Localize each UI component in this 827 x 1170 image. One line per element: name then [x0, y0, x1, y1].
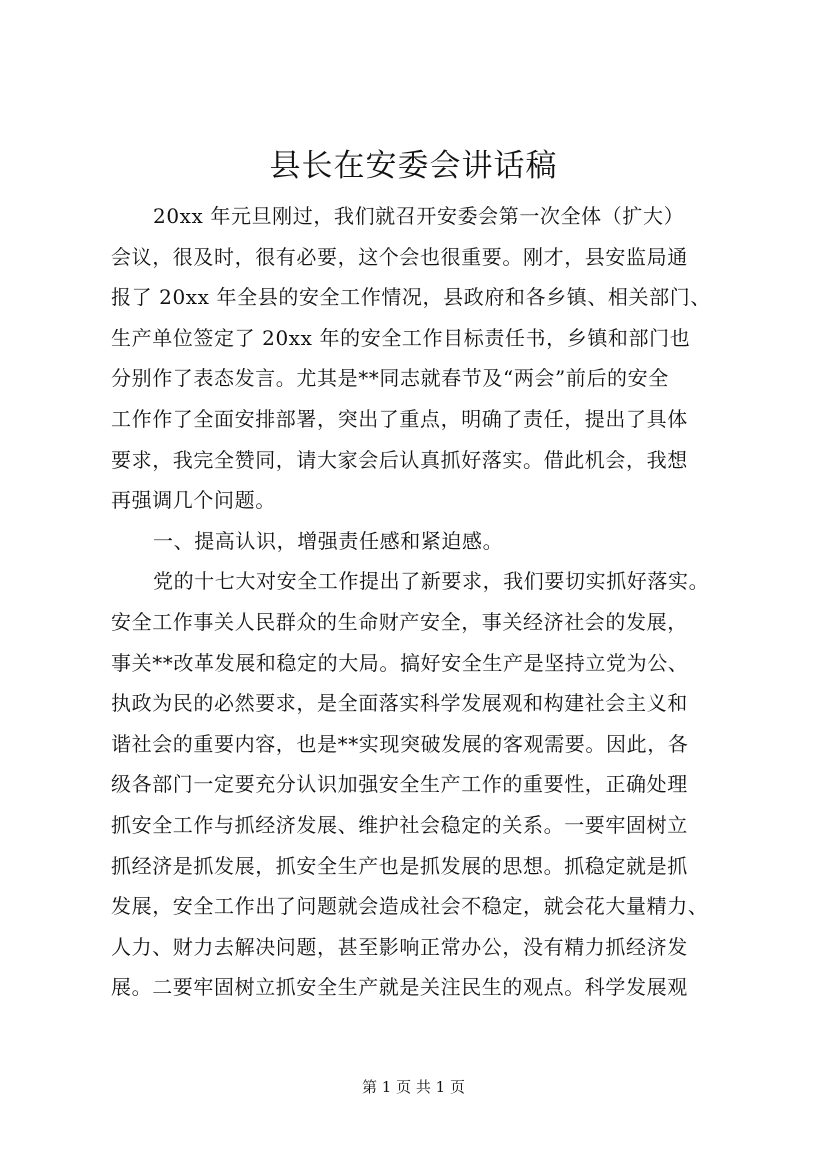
body-line: 展。二要牢固树立抓安全生产就是关注民生的观点。科学发展观 [111, 975, 688, 1000]
body-line: 抓安全工作与抓经济发展、维护社会稳定的关系。一要牢固树立 [111, 812, 688, 837]
body-line: 党的十七大对安全工作提出了新要求，我们要切实抓好落实。 [153, 569, 710, 594]
body-line: 谐社会的重要内容，也是**实现突破发展的客观需要。因此，各 [111, 731, 689, 756]
body-line: 再强调几个问题。 [111, 488, 276, 513]
body-line: 工作作了全面安排部署，突出了重点，明确了责任，提出了具体 [111, 406, 688, 431]
body-line: 抓经济是抓发展，抓安全生产也是抓发展的思想。抓稳定就是抓 [111, 853, 688, 878]
document-body [111, 196, 741, 1008]
body-line: 报了 20xx 年全县的安全工作情况，县政府和各乡镇、相关部门、 [111, 285, 711, 310]
body-line: 执政为民的必然要求，是全面落实科学发展观和构建社会主义和 [111, 691, 688, 716]
body-line: 发展，安全工作出了问题就会造成社会不稳定，就会花大量精力、 [111, 894, 709, 919]
body-line: 分别作了表态发言。尤其是**同志就春节及“两会”前后的安全 [111, 366, 669, 391]
section-heading: 一、提高认识，增强责任感和紧迫感。 [153, 528, 504, 553]
body-line: 生产单位签定了 20xx 年的安全工作目标责任书，乡镇和部门也 [111, 325, 691, 350]
body-line: 事关**改革发展和稳定的大局。搞好安全生产是坚持立党为公、 [111, 650, 689, 675]
body-line: 会议，很及时，很有必要，这个会也很重要。刚才，县安监局通 [111, 244, 688, 269]
body-line: 安全工作事关人民群众的生命财产安全，事关经济社会的发展， [111, 609, 688, 634]
body-line: 级各部门一定要充分认识加强安全生产工作的重要性，正确处理 [111, 772, 688, 797]
body-line: 人力、财力去解决问题，甚至影响正常办公，没有精力抓经济发 [111, 934, 688, 959]
body-line: 20xx 年元旦刚过，我们就召开安委会第一次全体（扩大） [153, 204, 685, 228]
body-line: 要求，我完全赞同，请大家会后认真抓好落实。借此机会，我想 [111, 447, 688, 472]
document-title: 县长在安委会讲话稿 [269, 148, 558, 184]
page-footer: 第 1 页 共 1 页 [362, 1078, 465, 1096]
